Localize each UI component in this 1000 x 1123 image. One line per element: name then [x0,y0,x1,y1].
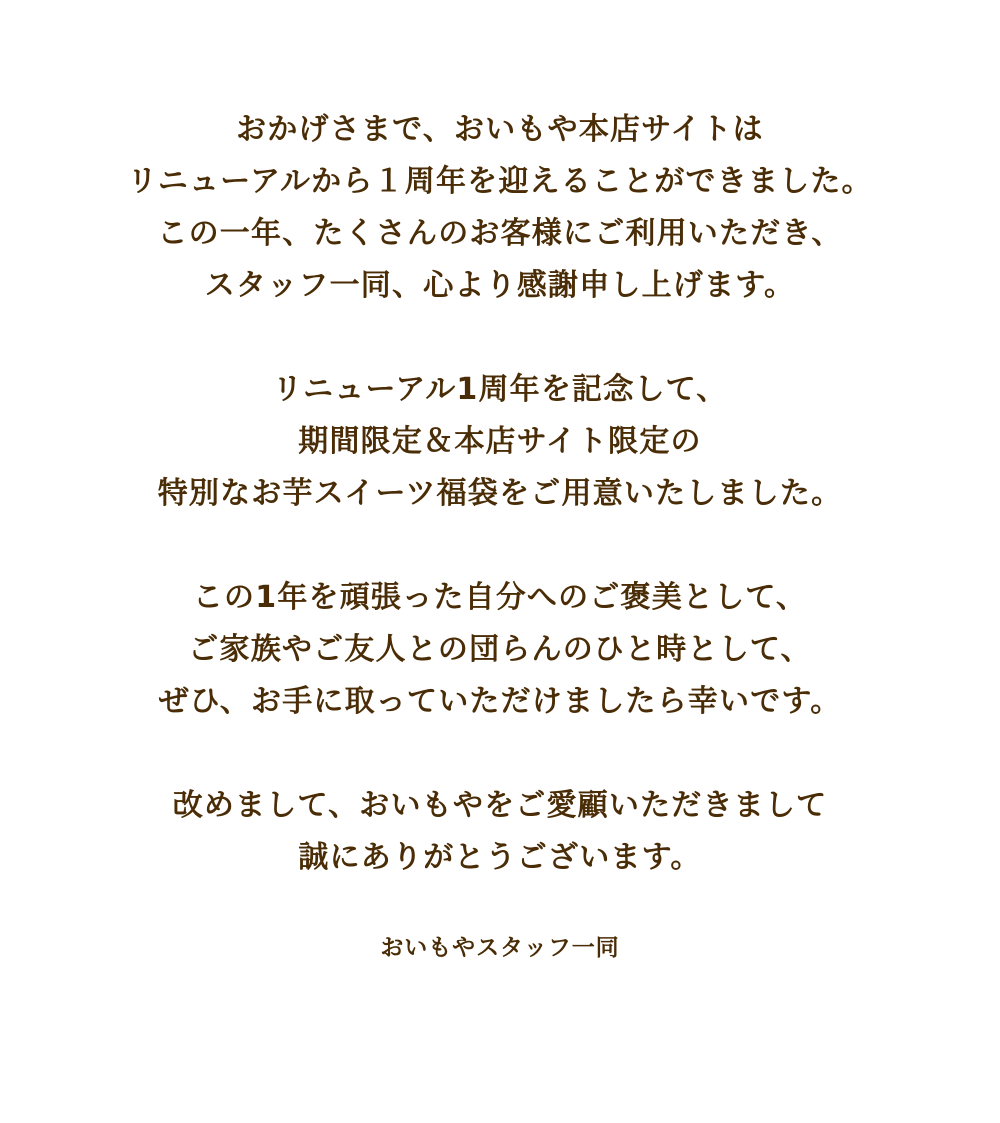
signature-spacer [40,884,960,928]
paragraph-line: ぜひ、お手に取っていただけましたら幸いです。 [158,684,842,719]
paragraph-spacer [40,728,960,780]
signature-text: おいもやスタッフ一同 [380,935,620,961]
paragraph-line: 誠にありがとうございます。 [298,840,702,875]
paragraph-spacer [40,312,960,364]
paragraph-line: 特別なお芋スイーツ福袋をご用意いたしました。 [157,476,843,511]
paragraph-line: この1年を頑張った自分へのご褒美として、 [192,580,808,615]
paragraph-thanks-anniversary [40,104,960,312]
paragraph-line: 期間限定＆本店サイト限定の [298,424,702,459]
paragraph-line: リニューアルから１周年を迎えることができました。 [127,164,873,199]
paragraph-invitation [40,572,960,728]
paragraph-line: スタッフ一同、心より感謝申し上げます。 [204,268,796,303]
paragraph-line: おかげさまで、おいもや本店サイトは [236,112,764,147]
paragraph-line: この一年、たくさんのお客様にご利用いただき、 [157,216,843,251]
paragraph-line: ご家族やご友人との団らんのひと時として、 [188,632,812,667]
paragraph-line: リニューアル1周年を記念して、 [272,372,728,407]
paragraph-spacer [40,520,960,572]
paragraph-closing-gratitude [40,780,960,884]
paragraph-line: 改めまして、おいもやをご愛顧いただきまして [172,788,828,823]
signature-block [40,928,960,968]
paragraph-campaign-announcement [40,364,960,520]
message-body [40,104,960,968]
